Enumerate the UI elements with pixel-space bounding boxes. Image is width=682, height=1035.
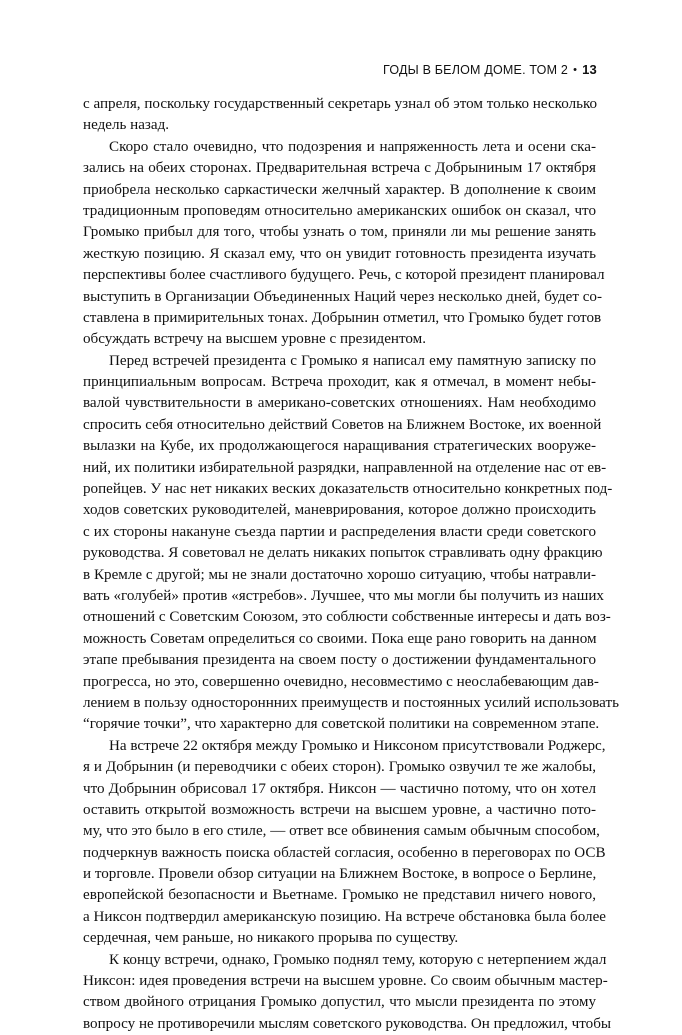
paragraph: [83, 351, 619, 736]
text-line: му, что это было в его стиле, — ответ все обвинения самым обычным способом,: [83, 823, 600, 840]
text-line: недель назад.: [83, 117, 170, 134]
text-line: европейской безопасности и Вьетнаме. Громыко не представил ничего нового,: [83, 887, 596, 904]
text-line: я и Добрынин (и переводчики с обеих сторон). Громыко озвучил те же жалобы,: [83, 759, 596, 776]
text-line: ством двойного отрицания Громыко допустил, что мысли президента по этому: [83, 994, 596, 1011]
text-line: жесткую позицию. Я сказал ему, что он увидит готовность президента изучать: [83, 245, 596, 262]
text-line: этапе пребывания президента на своем посту о достижении фундаментального: [83, 652, 596, 669]
text-line: можность Советам определиться со своими. Пока еще рано говорить на данном: [83, 630, 597, 647]
text-line: Громыко прибыл для того, чтобы узнать о том, приняли ли мы решение занять: [83, 224, 596, 241]
running-header: [0, 62, 597, 77]
text-line: ропейцев. У нас нет никаких веских доказательств относительно конкретных под-: [83, 481, 613, 498]
text-line: валой чувствительности в американо-советских отношениях. Нам необходимо: [83, 395, 596, 412]
bullet-separator: •: [573, 64, 578, 76]
text-line: обсуждать встречу на высшем уровне с президентом.: [83, 331, 426, 348]
text-line: вылазки на Кубе, их продолжающегося наращивания стратегических вооруже-: [83, 438, 596, 455]
text-line: вать «голубей» против «ястребов». Лучшее, что мы могли бы получить из наших: [83, 587, 604, 604]
text-line: ний, их политики избирательной разрядки, направленной на отделение нас от ев-: [83, 459, 607, 476]
text-line: Перед встречей президента с Громыко я написал ему памятную записку по: [109, 352, 596, 369]
text-line: лением в пользу одностороннних преимуществ и постоянных усилий использовать: [83, 694, 619, 711]
text-line: На встрече 22 октября между Громыко и Никсоном присутствовали Роджерс,: [109, 737, 606, 754]
text-line: приобрела несколько саркастически желчный характер. В дополнение к своим: [83, 181, 596, 198]
text-line: К концу встречи, однако, Громыко поднял тему, которую с нетерпением ждал: [109, 951, 607, 968]
text-line: спросить себя относительно действий Советов на Ближнем Востоке, их военной: [83, 416, 602, 433]
text-line: в Кремле с другой; мы не знали достаточно хорошо ситуацию, чтобы натравли-: [83, 566, 596, 583]
text-line: с апреля, поскольку государственный секретарь узнал об этом только несколько: [83, 96, 598, 112]
text-line: зались на обеих сторонах. Предварительная встреча с Добрыниным 17 октября: [83, 160, 596, 177]
text-line: ставлена в примирительных тонах. Добрынин отметил, что Громыко будет готов: [83, 309, 602, 326]
book-title: ГОДЫ В БЕЛОМ ДОМЕ. ТОМ 2: [383, 63, 569, 77]
text-line: принципиальным вопросам. Встреча проходит, как я отмечал, в момент небы-: [83, 374, 596, 391]
text-line: что Добрынин обрисовал 17 октября. Никсон — частично потому, что он хотел: [83, 780, 596, 797]
paragraph: [83, 736, 606, 950]
text-line: Никсон: идея проведения встречи на высшем уровне. Со своим обычным мастер-: [83, 973, 608, 990]
text-line: традиционным проповедям относительно американских ошибок он сказал, что: [83, 202, 596, 219]
text-line: прогресса, но это, совершенно очевидно, несовместимо с неослабевающим дав-: [83, 673, 599, 690]
text-line: перспективы более счастливого будущего. Речь, с которой президент планировал: [83, 267, 605, 284]
text-line: выступить в Организации Объединенных Наций через несколько дней, будет со-: [83, 288, 602, 305]
text-line: а Никсон подтвердил американскую позицию. На встрече обстановка была более: [83, 908, 606, 925]
text-line: ходов советских руководителей, маневрирования, которое должно происходить: [83, 502, 596, 519]
text-line: “горячие точки”, что характерно для советской политики на современном этапе.: [83, 716, 600, 733]
text-line: отношений с Советским Союзом, это соблюсти собственные интересы и дать воз-: [83, 609, 611, 626]
text-line: оставить открытой возможность встречи на высшем уровне, а частично пото-: [83, 801, 596, 818]
page-number: 13: [582, 62, 597, 77]
paragraph: [83, 950, 612, 1035]
body-text: [83, 94, 619, 1035]
text-line: подчеркнув важность поиска областей согласия, особенно в переговорах по ОСВ: [83, 844, 606, 861]
text-line: сердечная, чем раньше, но никакого прорыва по существу.: [83, 930, 459, 947]
text-line: Скоро стало очевидно, что подозрения и напряженность лета и осени ска-: [109, 138, 596, 155]
text-line: и торговле. Провели обзор ситуации на Ближнем Востоке, в вопросе о Берлине,: [83, 866, 597, 883]
text-line: с их стороны накануне съезда партии и распределения власти среди советского: [83, 523, 596, 540]
paragraph: [83, 137, 605, 351]
paragraph: [83, 94, 596, 137]
text-line: вопросу не противоречили мыслям советского руководства. Он предложил, чтобы: [83, 1015, 612, 1032]
text-line: руководства. Я советовал не делать никаких попыток стравливать одну фракцию: [83, 545, 603, 562]
